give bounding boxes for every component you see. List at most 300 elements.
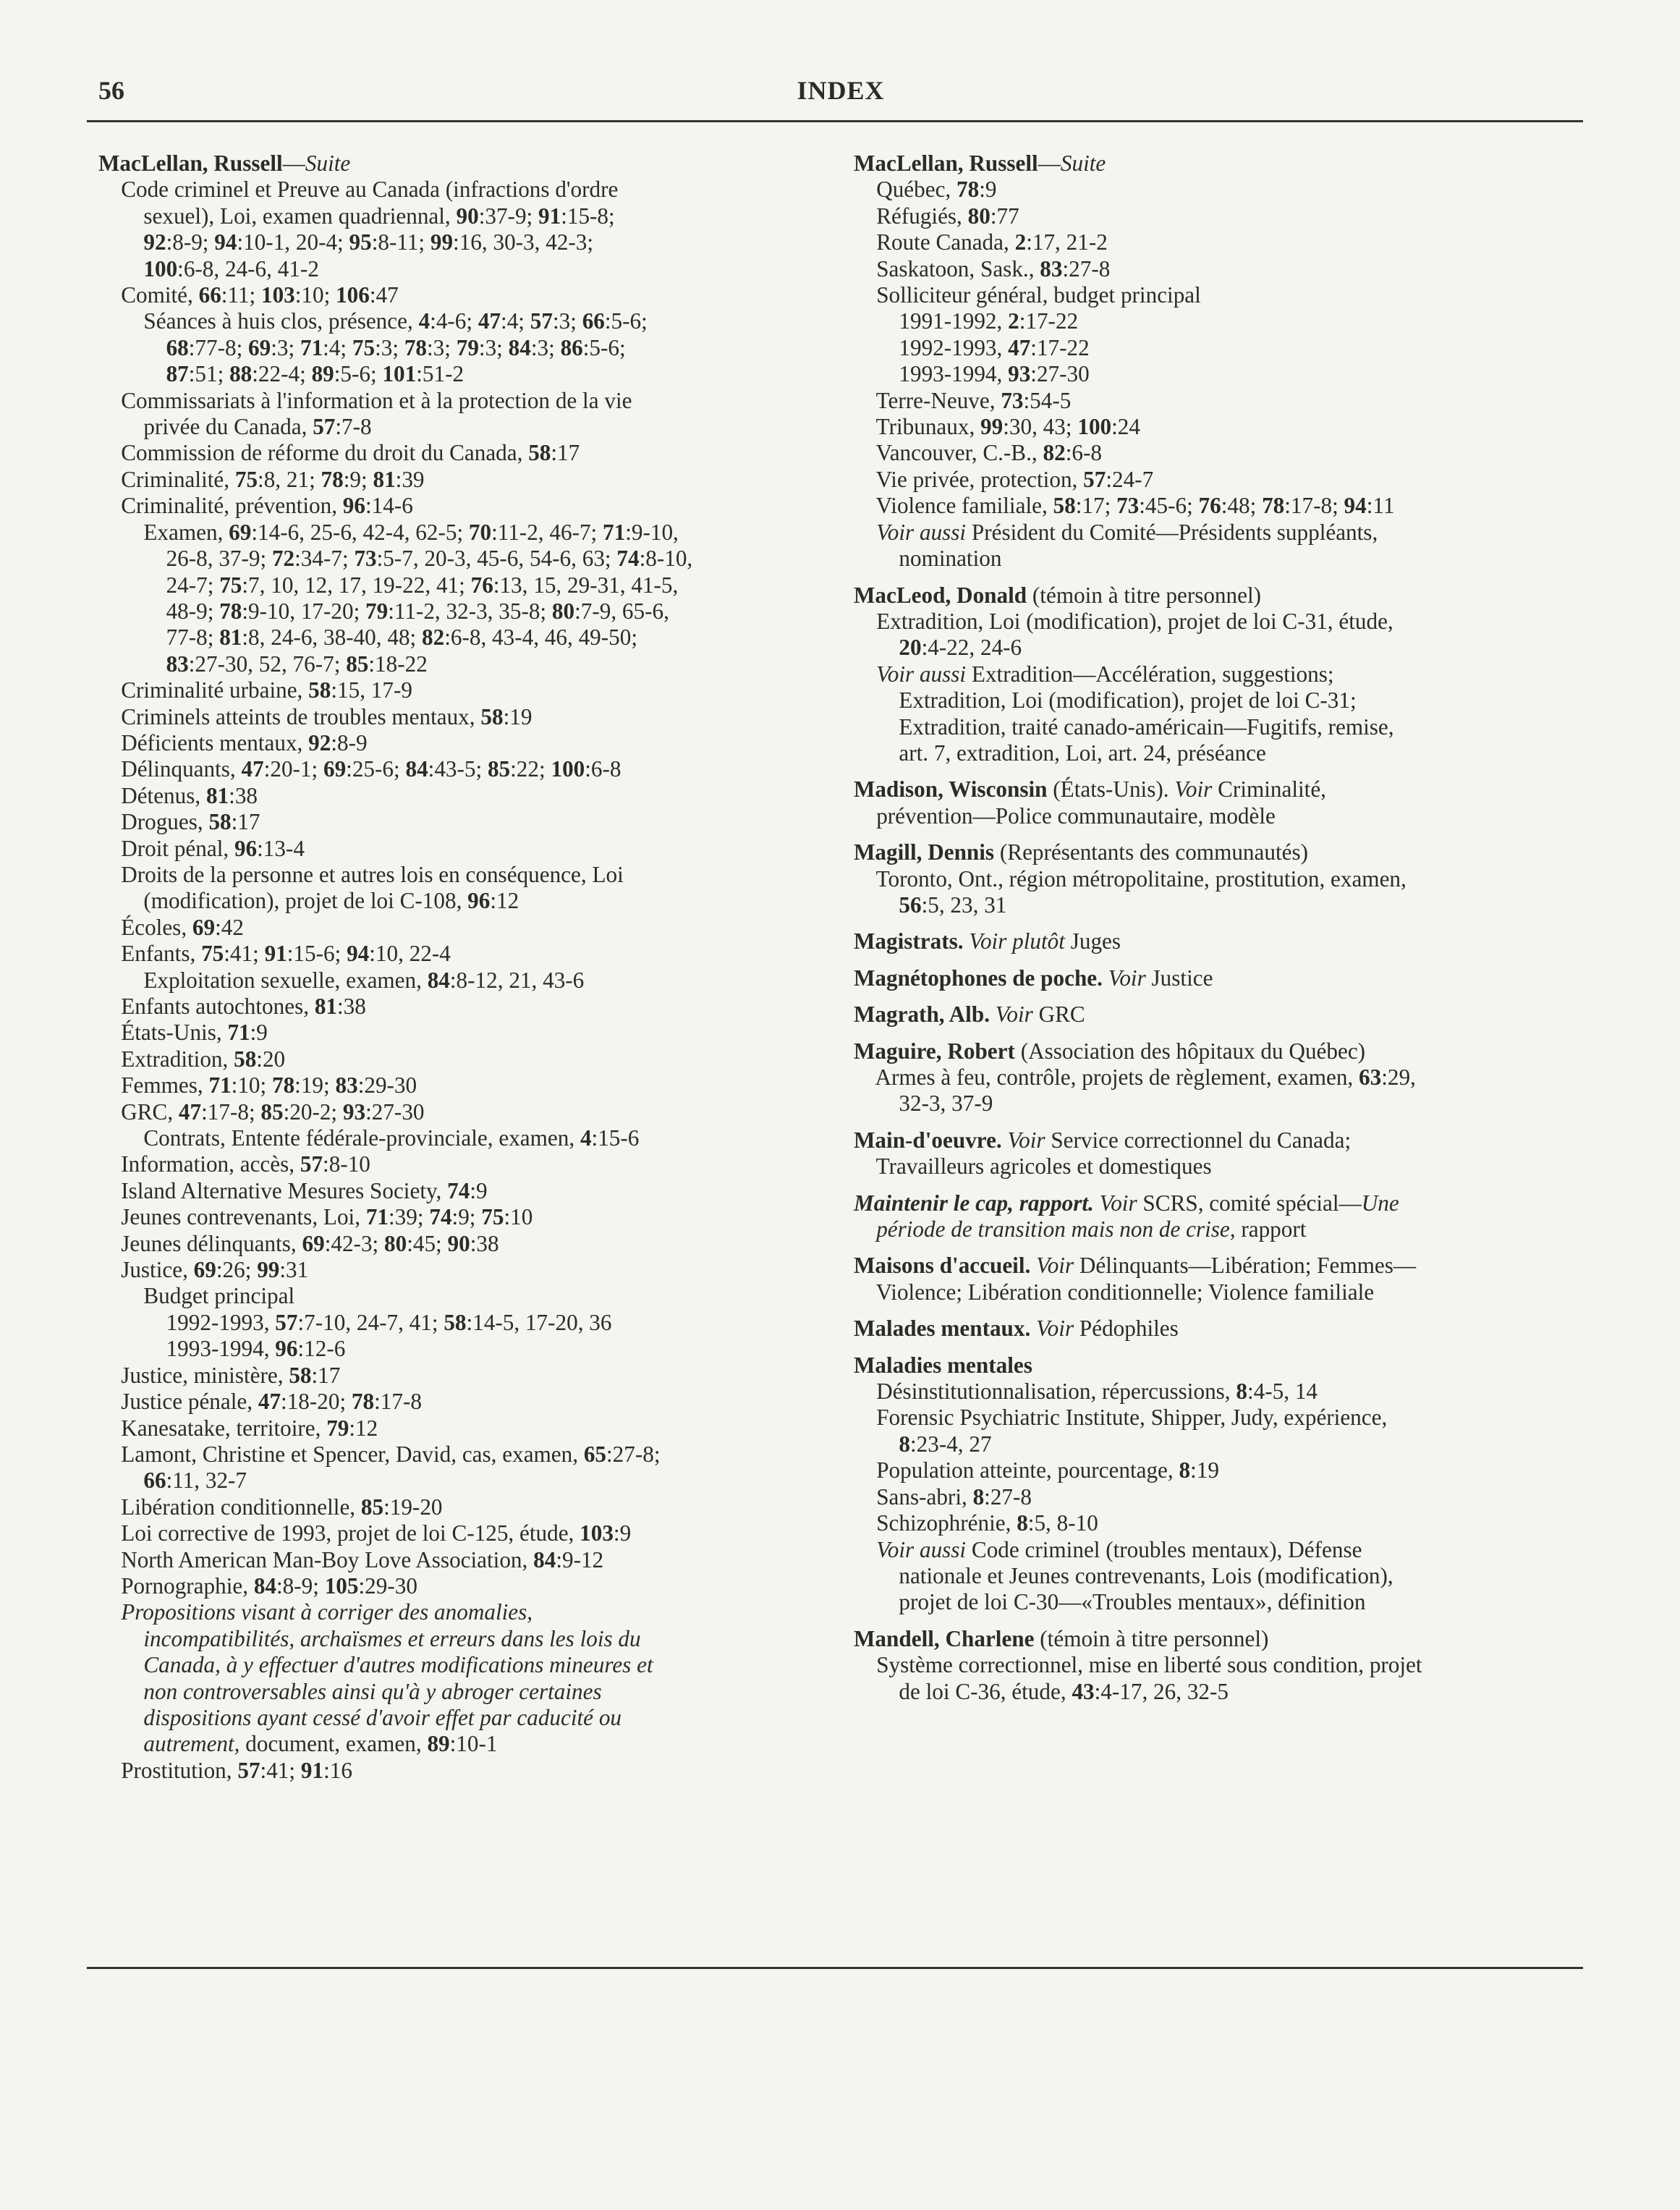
index-text-run: :19;	[294, 1072, 336, 1098]
index-text-run: :30, 43;	[1003, 414, 1078, 440]
index-text-run: Loi corrective de 1993, projet de loi C-125, étude,	[98, 1520, 580, 1546]
index-text-run: Malades mentaux.	[854, 1316, 1031, 1342]
index-text-run: 85	[346, 651, 369, 677]
index-text-run: :11	[1366, 493, 1395, 519]
index-text-run: :8-12, 21, 43-6	[449, 967, 585, 993]
index-text-run: Route Canada,	[854, 229, 1015, 255]
index-entry-line	[854, 1510, 1582, 1536]
page-header	[98, 75, 1583, 119]
index-entry-heading	[854, 583, 1582, 609]
index-text-run: Sans-abri,	[854, 1483, 973, 1510]
index-text-run: :7-8	[335, 414, 372, 440]
index-text-run: Justice	[1145, 965, 1213, 991]
index-text-run: 57	[530, 308, 553, 334]
index-text-run: :77-8;	[188, 334, 249, 360]
index-text-run: 78	[956, 177, 980, 203]
index-text-run: 78	[219, 598, 242, 624]
index-text-run	[98, 256, 143, 281]
index-text-run: Voir aussi	[876, 1536, 967, 1562]
index-text-run: 75	[201, 941, 224, 967]
index-text-run: 78	[1262, 493, 1285, 519]
index-text-run: Magrath, Alb.	[854, 1002, 990, 1028]
index-text-run: 66	[143, 1468, 166, 1494]
index-text-run: 74	[447, 1177, 470, 1203]
index-text-run: 100	[143, 255, 178, 281]
index-text-run: 96	[467, 888, 491, 914]
index-entry-line	[98, 1731, 835, 1757]
index-entry-line	[98, 308, 835, 334]
index-text-run: :8, 21;	[258, 466, 321, 492]
index-text-run: Service correctionnel du Canada;	[1045, 1127, 1352, 1153]
index-text-run: :11-2, 46-7;	[491, 519, 603, 545]
index-text-run: Extradition, traité canado-américain—Fugitifs, remise,	[854, 714, 1394, 740]
index-text-run: :9	[979, 177, 997, 203]
index-entry-line	[98, 862, 835, 888]
index-entry-line	[98, 1705, 835, 1731]
index-text-run: 94	[1344, 493, 1367, 519]
index-text-run: :17-22	[1019, 308, 1079, 334]
index-text-run: 65	[583, 1441, 607, 1467]
index-text-run: :10-1, 20-4;	[237, 229, 349, 255]
index-text-run: 73	[1116, 493, 1140, 519]
index-text-run: :3;	[427, 334, 457, 360]
index-entry-line	[854, 282, 1582, 308]
index-entry-line	[854, 866, 1582, 892]
index-text-run: Écoles,	[98, 914, 192, 940]
index-text-run: 88	[229, 361, 253, 387]
index-text-run: 79	[326, 1415, 349, 1441]
index-text-run: 58	[480, 703, 504, 729]
index-text-run: :17	[551, 440, 580, 466]
index-text-run: :20-1;	[263, 756, 323, 782]
index-text-run: 91	[300, 1757, 324, 1783]
index-text-run: Mandell, Charlene	[854, 1625, 1035, 1651]
index-text-run: :19-20	[383, 1494, 443, 1520]
index-text-run: —	[1038, 151, 1061, 176]
index-text-run: Libération conditionnelle,	[98, 1494, 361, 1520]
index-text-run	[1030, 1316, 1036, 1341]
index-entry-heading	[854, 776, 1582, 803]
index-text-run: :26;	[216, 1257, 258, 1283]
index-text-run: de loi C-36, étude,	[854, 1678, 1072, 1704]
index-entry-line	[98, 1389, 835, 1415]
index-text-run: :77	[990, 203, 1019, 229]
index-text-run: Maguire, Robert	[854, 1038, 1015, 1064]
index-entry-line	[98, 1046, 835, 1072]
index-text-run: 69	[229, 519, 252, 545]
index-text-run	[854, 1537, 876, 1562]
index-entry-line	[98, 177, 835, 203]
index-entry-line	[98, 941, 835, 967]
index-text-run: nomination	[854, 546, 1002, 572]
index-text-run	[98, 1705, 143, 1730]
index-text-run: :24-7	[1106, 466, 1154, 492]
index-text-run: :4-5, 14	[1247, 1379, 1318, 1405]
index-text-run: Voir aussi	[876, 661, 967, 687]
index-text-run: 81	[205, 782, 229, 808]
index-text-run: 84	[405, 756, 428, 782]
index-text-run: :12	[349, 1415, 378, 1441]
index-entry-line	[854, 740, 1582, 766]
index-entry-line	[98, 1573, 835, 1599]
index-text-run	[1030, 1253, 1036, 1278]
footer-rule	[87, 1967, 1583, 1969]
index-text-run: Voir	[1036, 1316, 1074, 1342]
index-text-run: 43	[1072, 1678, 1095, 1704]
index-entry-line	[98, 1020, 835, 1046]
index-text-run: :9	[613, 1520, 632, 1546]
index-text-run: 71	[227, 1020, 250, 1046]
index-entry-line	[854, 1405, 1582, 1431]
index-text-run: 74	[429, 1204, 452, 1230]
index-text-run: Justice, ministère,	[98, 1362, 289, 1388]
index-entry-heading	[854, 928, 1582, 954]
index-text-run: 78	[351, 1389, 375, 1415]
index-entry-line	[98, 809, 835, 835]
index-text-run: 73	[1001, 387, 1024, 413]
index-entry-line	[98, 677, 835, 703]
index-text-run: 85	[360, 1494, 384, 1520]
index-text-run: 58	[289, 1362, 312, 1388]
index-text-run: Maladies mentales	[854, 1352, 1032, 1378]
index-text-run: Président du Comité—Présidents suppléants,	[966, 519, 1378, 545]
index-text-run	[98, 361, 166, 386]
index-entry-line	[854, 1279, 1582, 1305]
index-entry-line	[98, 625, 835, 651]
index-entry-line	[854, 388, 1582, 414]
index-text-run: :19	[503, 703, 533, 729]
index-text-run: 2	[1014, 229, 1027, 255]
index-text-run: :4-6;	[430, 308, 478, 334]
index-text-run: :15-6	[591, 1125, 640, 1151]
index-text-run: Contrats, Entente fédérale-provinciale, examen,	[98, 1125, 580, 1151]
index-text-run: Drogues,	[98, 809, 209, 835]
index-text-run: États-Unis,	[98, 1020, 228, 1046]
index-text-run: 100	[551, 756, 585, 782]
index-text-run: Pédophiles	[1074, 1316, 1179, 1342]
index-text-run: Criminalité,	[1212, 776, 1326, 803]
index-text-run	[1002, 1127, 1008, 1153]
index-text-run: 57	[1083, 466, 1106, 492]
index-column-right	[854, 151, 1582, 1705]
index-text-run: (États-Unis).	[1047, 776, 1175, 803]
index-text-run: Système correctionnel, mise en liberté sous condition, projet	[854, 1652, 1422, 1678]
index-entry-line	[98, 1099, 835, 1125]
index-text-run: 47	[478, 308, 501, 334]
index-text-run: 78	[404, 334, 427, 360]
index-text-run: 47	[1008, 334, 1031, 360]
index-text-run: Prostitution,	[98, 1757, 238, 1783]
index-text-run: 4	[580, 1125, 592, 1151]
index-entry-line	[98, 598, 835, 625]
index-text-run: Maintenir le cap, rapport.	[854, 1190, 1094, 1216]
index-text-run: 80	[551, 598, 575, 624]
index-text-run: :38	[229, 782, 258, 808]
index-text-run	[98, 1599, 121, 1625]
index-text-run: 75	[234, 466, 258, 492]
index-text-run: :10	[504, 1204, 533, 1230]
index-text-run: 77-8;	[98, 625, 220, 651]
index-entry-line	[98, 361, 835, 387]
index-text-run: :38	[470, 1230, 499, 1256]
index-entry-line	[854, 1652, 1582, 1678]
index-text-run: Code criminel (troubles mentaux), Défense	[966, 1536, 1362, 1562]
index-text-run: 1991-1992,	[854, 308, 1009, 334]
index-text-run	[1094, 1190, 1100, 1216]
index-text-run	[854, 661, 876, 687]
index-text-run: :8, 24-6, 38-40, 48;	[242, 625, 423, 651]
index-text-run: :41;	[224, 941, 265, 967]
index-text-run: projet de loi C-30—«Troubles mentaux», définition	[854, 1589, 1366, 1615]
index-entry-line	[854, 1484, 1582, 1510]
index-entry-line	[98, 414, 835, 440]
index-entry-line	[98, 1310, 835, 1336]
index-text-run: 96	[234, 835, 258, 861]
index-entry-line	[98, 1652, 835, 1678]
index-text-run: 47	[258, 1389, 281, 1415]
index-text-run: :51;	[188, 361, 230, 387]
index-text-run: GRC,	[98, 1098, 179, 1125]
index-entry-line	[98, 1468, 835, 1494]
index-text-run: 68	[166, 334, 189, 360]
index-text-run: MacLellan, Russell	[854, 151, 1038, 176]
index-text-run: :9;	[343, 466, 373, 492]
index-text-run: :3;	[478, 334, 509, 360]
index-text-run: 83	[1040, 255, 1063, 281]
index-text-run: Voir plutôt	[969, 928, 1065, 954]
index-text-run: 75	[352, 334, 376, 360]
index-text-run: 48-9;	[98, 598, 220, 624]
index-text-run: Criminalité,	[98, 466, 235, 492]
index-entry-line	[98, 1415, 835, 1441]
index-text-run: :27-30	[365, 1098, 425, 1125]
index-text-run: Voir aussi	[876, 519, 967, 545]
index-text-run: 8	[1179, 1457, 1191, 1483]
index-entry-line	[98, 1257, 835, 1283]
index-entry-line	[854, 1216, 1582, 1242]
index-text-run: :9-12	[556, 1546, 604, 1572]
index-text-run: non controversables ainsi qu'à y abroger certaines	[143, 1678, 602, 1704]
index-text-run: 89	[311, 361, 334, 387]
index-text-run: :47	[369, 282, 399, 308]
index-entry-line	[98, 888, 835, 914]
index-text-run: :17;	[1075, 493, 1117, 519]
index-entry-line	[98, 1679, 835, 1705]
index-text-run: :8-9;	[276, 1572, 325, 1599]
index-text-run: 69	[193, 1257, 216, 1283]
index-text-run: :27-8	[1062, 255, 1111, 281]
index-text-run: 2	[1008, 308, 1019, 334]
index-text-run: Madison, Wisconsin	[854, 776, 1048, 803]
index-text-run: (témoin à titre personnel)	[1034, 1625, 1269, 1651]
index-text-run	[854, 1431, 899, 1457]
index-text-run: Travailleurs agricoles et domestiques	[854, 1153, 1212, 1180]
index-entry-line	[854, 714, 1582, 740]
index-text-run: :17	[231, 809, 260, 835]
index-text-run: :51-2	[416, 361, 464, 387]
index-entry-heading	[854, 151, 1582, 177]
index-text-run: 90	[447, 1230, 470, 1256]
index-text-run: :7-9, 65-6,	[574, 598, 669, 624]
index-text-run: :42-3;	[324, 1230, 384, 1256]
index-text-run: 24-7;	[98, 572, 220, 598]
index-entry-heading	[854, 839, 1582, 865]
index-text-run: 93	[342, 1098, 366, 1125]
index-text-run	[98, 1626, 143, 1651]
index-text-run: :14-6	[365, 493, 413, 519]
index-text-run: :45;	[407, 1230, 448, 1256]
index-text-run: :38	[337, 994, 366, 1019]
index-text-run: :5-6;	[582, 334, 626, 360]
index-entry-line	[98, 229, 835, 255]
index-text-run: Juges	[1064, 928, 1121, 954]
index-entry-line	[854, 661, 1582, 687]
index-entry-line	[98, 1441, 835, 1468]
index-text-run: :3;	[271, 334, 300, 360]
index-entry-line	[98, 1151, 835, 1177]
index-text-run: :43-5;	[428, 756, 488, 782]
index-entry-line	[854, 1091, 1582, 1117]
index-text-run: Violence familiale,	[854, 493, 1053, 519]
index-text-run: 72	[271, 546, 295, 572]
index-text-run: 85	[487, 756, 511, 782]
index-entry-line	[98, 756, 835, 782]
index-text-run: :42	[215, 914, 244, 940]
index-text-run	[854, 892, 899, 918]
index-entry-heading	[854, 1127, 1582, 1153]
index-entry-line	[854, 467, 1582, 493]
index-text-run: :23-4, 27	[909, 1431, 992, 1457]
index-entry-line	[98, 783, 835, 809]
index-text-run: Délinquants—Libération; Femmes—	[1074, 1253, 1417, 1279]
index-text-run: Comité,	[98, 282, 199, 308]
index-text-run	[854, 1216, 876, 1242]
index-text-run: 79	[365, 598, 389, 624]
index-text-run: :9	[470, 1177, 488, 1203]
index-text-run: 80	[967, 203, 990, 229]
index-text-run: Voir	[1007, 1127, 1045, 1153]
index-text-run: Déficients mentaux,	[98, 729, 309, 755]
index-text-run: 71	[300, 334, 323, 360]
index-text-run: Séances à huis clos, présence,	[98, 308, 419, 334]
index-entry-line	[854, 609, 1582, 635]
index-text-run: Exploitation sexuelle, examen,	[98, 967, 428, 993]
index-text-run: sexuel), Loi, examen quadriennal,	[98, 203, 457, 229]
index-text-run: 96	[275, 1336, 298, 1362]
index-text-run: 8	[1017, 1510, 1028, 1536]
index-text-run: 105	[324, 1572, 359, 1599]
index-text-run: Violence; Libération conditionnelle; Violence familiale	[854, 1279, 1375, 1305]
index-text-run: 103	[580, 1520, 614, 1546]
index-text-run: Extradition—Accélération, suggestions;	[966, 661, 1334, 687]
index-entry-line	[98, 335, 835, 361]
index-text-run: 1993-1994,	[98, 1336, 276, 1362]
index-text-run: GRC	[1032, 1002, 1085, 1028]
index-text-run: Extradition, Loi (modification), projet de loi C-31, étude,	[854, 608, 1393, 634]
index-text-run: Maisons d'accueil.	[854, 1253, 1031, 1279]
index-text-run: incompatibilités, archaïsmes et erreurs dans les lois du	[143, 1625, 641, 1651]
index-entry-line	[98, 1072, 835, 1098]
index-text-run: Voir	[1099, 1190, 1137, 1216]
index-text-run: :10;	[231, 1072, 272, 1098]
index-entry-line	[98, 1125, 835, 1151]
index-text-run: (Association des hôpitaux du Québec)	[1014, 1038, 1366, 1064]
index-text-run	[98, 1652, 143, 1677]
index-text-run: :24	[1111, 414, 1140, 440]
index-text-run: :6-8, 43-4, 46, 49-50;	[444, 625, 638, 651]
index-text-run: :13, 15, 29-31, 41-5,	[493, 572, 679, 598]
index-text-run: :18-22	[368, 651, 428, 677]
index-text-run: :6-8	[1065, 440, 1102, 466]
index-text-run: North American Man-Boy Love Association,	[98, 1546, 534, 1572]
page-number: 56	[98, 76, 124, 105]
index-text-run: :15-8;	[561, 203, 615, 229]
index-entry-heading	[98, 151, 835, 177]
index-text-run: 75	[481, 1204, 504, 1230]
index-text-run: Island Alternative Mesures Society,	[98, 1177, 448, 1203]
index-text-run: :9	[250, 1020, 268, 1046]
index-text-run: Criminalité urbaine,	[98, 677, 309, 703]
index-entry-line	[98, 836, 835, 862]
index-text-run: 71	[603, 519, 626, 545]
index-text-run: 69	[192, 914, 216, 940]
index-text-run: 95	[349, 229, 372, 255]
index-entry-line	[98, 493, 835, 519]
index-entry-line	[98, 440, 835, 466]
index-text-run: Code criminel et Preuve au Canada (infractions d'ordre	[98, 177, 619, 203]
index-text-run: Criminalité, prévention,	[98, 493, 343, 519]
index-text-run: Main-d'oeuvre.	[854, 1127, 1002, 1153]
index-text-run: 69	[248, 334, 271, 360]
index-text-run: 57	[300, 1151, 323, 1177]
index-entry-heading	[854, 1002, 1582, 1028]
index-text-run: :12	[490, 888, 519, 914]
index-text-run: 74	[616, 546, 640, 572]
index-text-run: :15-6;	[287, 941, 347, 967]
index-text-run: privée du Canada,	[98, 414, 313, 440]
index-text-run: Canada, à y effectuer d'autres modifications mineures et	[143, 1652, 653, 1678]
index-text-run: 92	[143, 229, 166, 255]
index-entry-line	[854, 1679, 1582, 1705]
index-entry-line	[854, 308, 1582, 334]
index-text-run: 58	[1053, 493, 1076, 519]
index-entry-heading	[854, 1352, 1582, 1379]
index-text-run: :27-8;	[606, 1441, 661, 1467]
index-text-run: 76	[1198, 493, 1221, 519]
index-text-run: Suite	[305, 151, 351, 176]
index-entry-line	[98, 1363, 835, 1389]
index-text-run: 69	[302, 1230, 325, 1256]
index-text-run: Droits de la personne et autres lois en conséquence, Loi	[98, 861, 624, 887]
index-text-run: :4;	[501, 308, 530, 334]
index-text-run: 63	[1359, 1064, 1382, 1090]
index-text-run: Désinstitutionnalisation, répercussions,	[854, 1379, 1236, 1405]
index-text-run: 47	[178, 1098, 202, 1125]
index-text-run: :45-6;	[1139, 493, 1199, 519]
index-text-run: :16	[323, 1757, 352, 1783]
index-text-run: Délinquants,	[98, 756, 242, 782]
index-text-run: 58	[308, 677, 331, 703]
index-text-run: document, examen,	[239, 1731, 428, 1757]
index-text-run: 1993-1994,	[854, 361, 1009, 387]
index-text-run: Tribunaux,	[854, 414, 981, 440]
index-text-run: (modification), projet de loi C-108,	[98, 888, 468, 914]
index-entry-line	[854, 1563, 1582, 1589]
index-entry-heading	[854, 965, 1582, 991]
index-text-run: Lamont, Christine et Spencer, David, cas, examen,	[98, 1441, 584, 1467]
index-entry-line	[98, 1204, 835, 1230]
index-text-run: 89	[427, 1731, 450, 1757]
